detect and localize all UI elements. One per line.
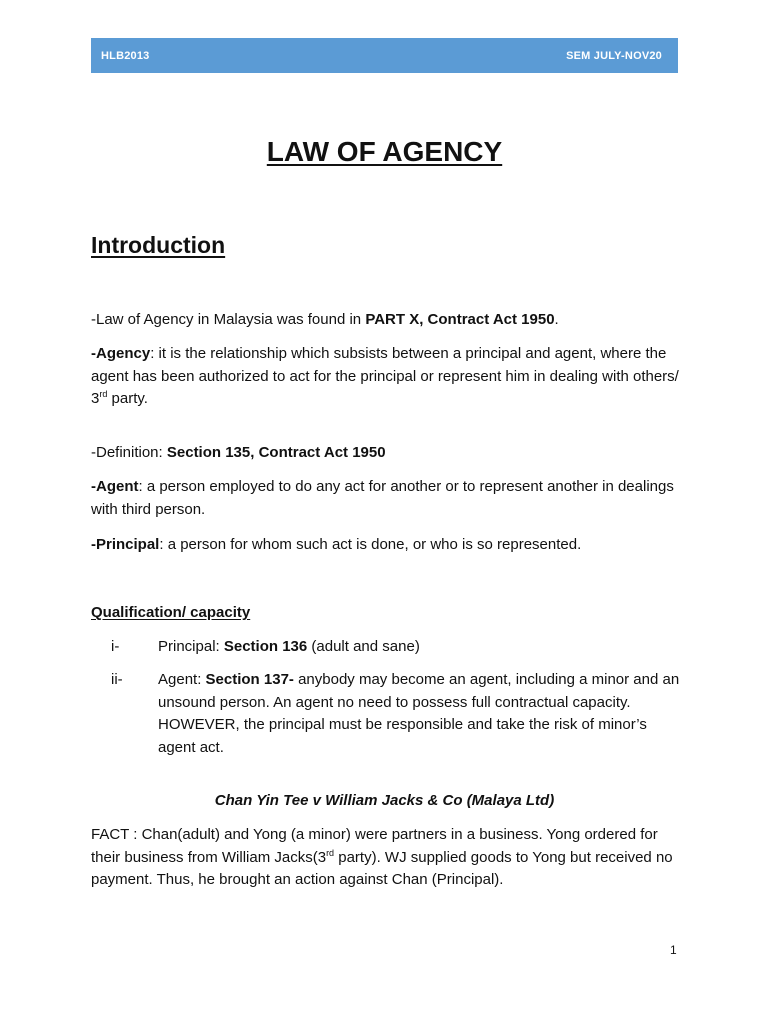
page-number: 1 <box>670 943 677 957</box>
paragraph-case-facts: FACT : Chan(adult) and Yong (a minor) were partners in a business. Yong ordered for their business from William Jacks(3rd party). WJ supplied goods to Yong but received no payment. Thus, he brought an action against Chan (Principal). <box>91 826 673 888</box>
paragraph-agent-definition: -Agent: a person employed to do any act for another or to represent another in dealings with third person. <box>91 478 674 518</box>
paragraph-agency-definition: -Agency: it is the relationship which subsists between a principal and agent, where the agent has been authorized to act for the principal or represent him in dealing with others/ 3rd party. <box>91 345 679 407</box>
list-item-number: ii- <box>111 671 123 688</box>
paragraph-law-of-agency: -Law of Agency in Malaysia was found in PART X, Contract Act 1950. <box>91 311 559 328</box>
paragraph-definition-section: -Definition: Section 135, Contract Act 1950 <box>91 444 386 461</box>
case-title: Chan Yin Tee v William Jacks & Co (Malaya Ltd) <box>214 792 555 809</box>
section-heading-qualification: Qualification/ capacity <box>91 604 251 621</box>
document-header <box>91 38 678 73</box>
list-item-text: Principal: Section 136 (adult and sane) <box>158 638 420 655</box>
paragraph-principal-definition: -Principal: a person for whom such act is done, or who is so represented. <box>91 536 582 553</box>
semester-label: SEM JULY-NOV20 <box>566 49 662 62</box>
section-heading-introduction: Introduction <box>91 232 226 258</box>
page-title: LAW OF AGENCY <box>266 136 503 167</box>
list-item-number: i- <box>111 638 120 655</box>
course-code: HLB2013 <box>101 49 150 62</box>
list-item-text: Agent: Section 137- anybody may become an agent, including a minor and an unsound person. An agent no need to possess full contractual capacity. HOWEVER, the principal must be responsible and take the risk of minor’s agent act. <box>158 671 680 756</box>
